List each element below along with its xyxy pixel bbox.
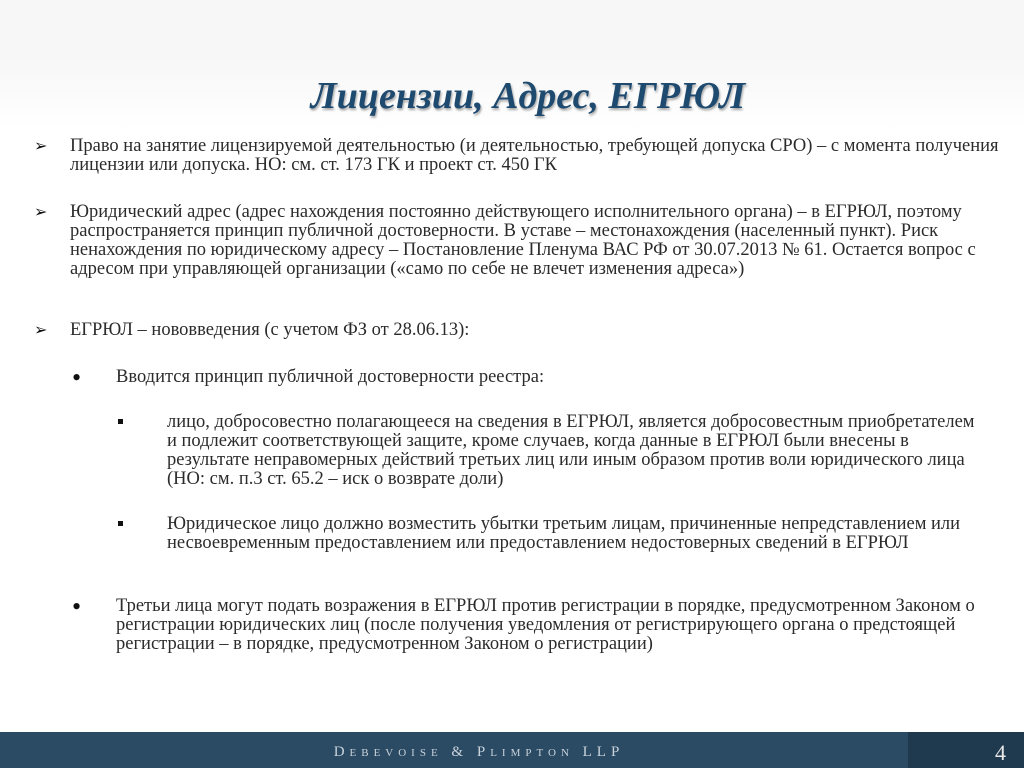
- dot-bullet-icon: •: [72, 592, 82, 621]
- sub-sub-bullet-text: Юридическое лицо должно возместить убытки третьим лицам, причиненные непредставлением или несвоевременным предоставлением или предоставлением недостоверных сведений в ЕГРЮЛ: [167, 514, 961, 553]
- arrow-bullet-icon: ➢: [34, 204, 48, 221]
- square-bullet-icon: [118, 521, 123, 526]
- page-number: 4: [995, 740, 1006, 765]
- bullet-text: ЕГРЮЛ – нововведения (с учетом ФЗ от 28.06.13):: [70, 320, 470, 340]
- bullet-text: Юридический адрес (адрес нахождения постоянно действующего исполнительного органа) – в ЕГРЮЛ, поэтому распространяется принцип публичной достоверности. В уставе – местонахождения (населенный пункт). Риск ненахождения по юридическому адресу – Постановление Пленума ВАС РФ от 30.07.2013 № 61. Остается вопрос с адресом при управляющей организации («само по себе не влечет изменения адреса»): [70, 202, 976, 279]
- footer: [0, 732, 1024, 768]
- company-brand: Debevoise & Plimpton LLP: [333, 744, 625, 760]
- footer-brand-bar: [0, 732, 908, 768]
- bullet-text: Право на занятие лицензируемой деятельностью (и деятельностью, требующей допуска СРО) – с момента получения лицензии или допуска. НО: см. ст. 173 ГК и проект ст. 450 ГК: [70, 136, 999, 175]
- arrow-bullet-icon: ➢: [34, 322, 48, 339]
- arrow-bullet-icon: ➢: [34, 138, 48, 155]
- dot-bullet-icon: •: [72, 363, 82, 392]
- sub-sub-bullet-text: лицо, добросовестно полагающееся на сведения в ЕГРЮЛ, является добросовестным приобретателем и подлежит соответствующей защите, кроме случаев, когда данные в ЕГРЮЛ были внесены в результате неправомерных действий третьих лиц или иным образом против воли юридического лица (НО: см. п.3 ст. 65.2 – иск о возврате доли): [167, 412, 975, 489]
- sub-bullet-text: Третьи лица могут подать возражения в ЕГРЮЛ против регистрации в порядке, предусмотренном Законом о регистрации юридических лиц (после получения уведомления от регистрирующего органа о предстоящей регистрации – в порядке, предусмотренном Законом о регистрации): [116, 596, 975, 654]
- slide-title: Лицензии, Адрес, ЕГРЮЛ: [310, 75, 746, 117]
- page-number-box: [908, 732, 1024, 768]
- sub-bullet-text: Вводится принцип публичной достоверности реестра:: [116, 367, 545, 387]
- square-bullet-icon: [118, 419, 123, 424]
